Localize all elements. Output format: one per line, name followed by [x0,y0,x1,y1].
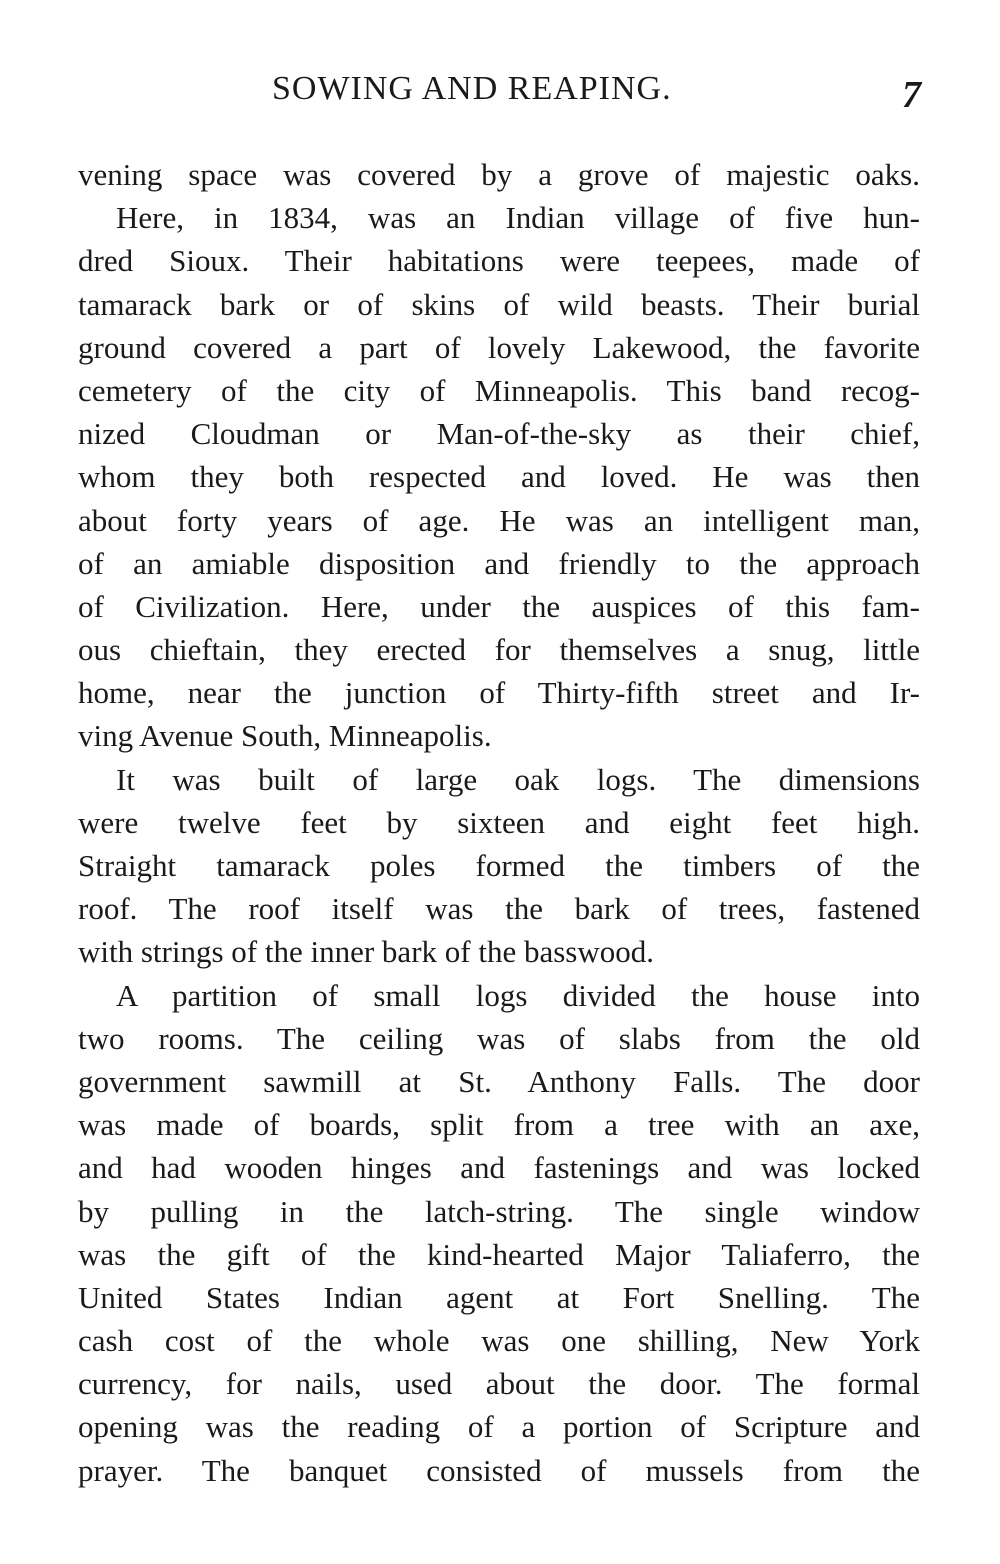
text-line: roof. The roof itself was the bark of trees, fastened [78,891,920,927]
text-line: opening was the reading of a portion of Scripture and [78,1409,920,1445]
text-line: tamarack bark or of skins of wild beasts. Their burial [78,286,920,322]
text-line: by pulling in the latch-string. The single window [78,1193,920,1229]
text-line: ground covered a part of lovely Lakewood, the favorite [78,329,920,365]
text-line: Straight tamarack poles formed the timbers of the [78,848,920,883]
text-line: with strings of the inner bark of the basswood. [78,934,654,970]
text-line: home, near the junction of Thirty-fifth street and Ir- [78,675,920,711]
text-line: whom they both respected and loved. He was then [78,459,920,495]
text-line: about forty years of age. He was an intelligent man, [78,502,920,538]
text-line: two rooms. The ceiling was of slabs from the old [78,1020,920,1056]
text-line: ous chieftain, they erected for themselves a snug, little [78,632,920,668]
running-title: SOWING AND REAPING. [272,70,672,107]
text-line: Here, in 1834, was an Indian village of five hun- [116,200,920,236]
text-line: and had wooden hinges and fastenings and was locked [78,1150,920,1186]
text-line: dred Sioux. Their habitations were teepees, made of [78,243,920,279]
body-text [78,153,920,1492]
text-line: of Civilization. Here, under the auspices of this fam- [78,588,920,624]
text-line: were twelve feet by sixteen and eight feet high. [78,804,920,840]
text-line: government sawmill at St. Anthony Falls. The door [78,1063,920,1099]
text-line: It was built of large oak logs. The dimensions [116,761,920,797]
text-line: cemetery of the city of Minneapolis. This band recog- [78,372,920,408]
text-line: United States Indian agent at Fort Snelling. The [78,1279,920,1315]
page-number: 7 [902,74,921,116]
text-line: was the gift of the kind-hearted Major Taliaferro, the [78,1236,920,1272]
text-line: cash cost of the whole was one shilling, New York [78,1323,920,1359]
text-line: nized Cloudman or Man-of-the-sky as their chief, [78,416,920,452]
text-line: currency, for nails, used about the door. The formal [78,1366,920,1402]
text-line: prayer. The banquet consisted of mussels from the [78,1452,920,1488]
text-line: was made of boards, split from a tree with an axe, [78,1107,920,1143]
text-line: vening space was covered by a grove of majestic oaks. [78,157,920,192]
text-line: ving Avenue South, Minneapolis. [78,718,492,754]
text-line: of an amiable disposition and friendly to the approach [78,545,920,581]
text-line: A partition of small logs divided the house into [116,977,920,1013]
